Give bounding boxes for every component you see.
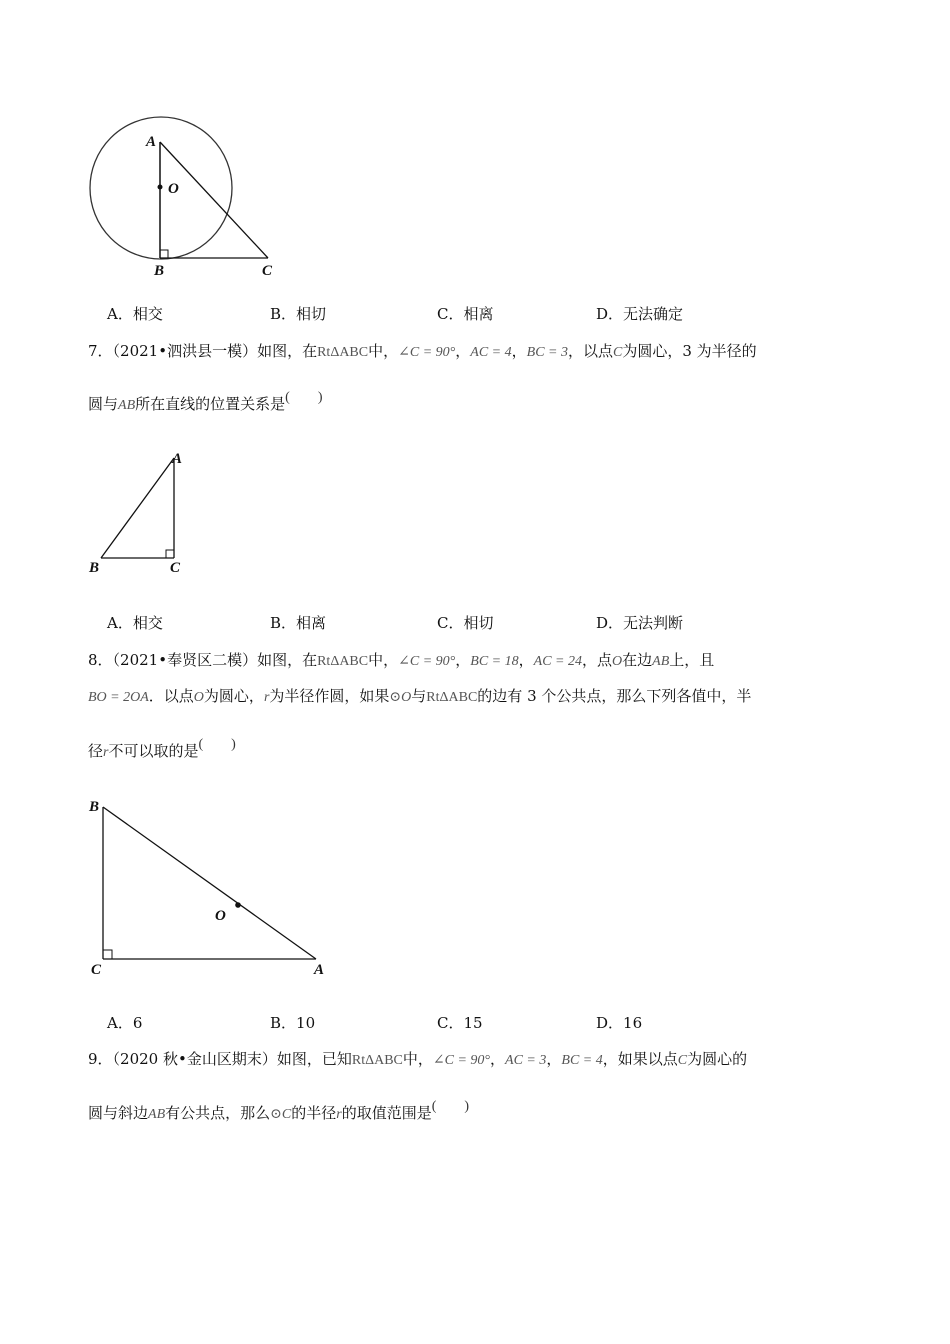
option-key: B． xyxy=(270,614,297,632)
q7-option-b[interactable] xyxy=(270,613,326,633)
label-c: C xyxy=(262,263,273,279)
math-o: O xyxy=(612,654,623,669)
center-dot xyxy=(158,185,163,190)
paren-open: ( xyxy=(198,737,204,752)
q9-line2 xyxy=(88,1099,470,1125)
label-o: O xyxy=(215,908,226,924)
text: 与 xyxy=(411,687,427,705)
text: ， xyxy=(455,342,471,360)
option-key: A． xyxy=(107,305,133,323)
answer-blank[interactable] xyxy=(198,737,235,752)
math-bo: BO = 2OA xyxy=(88,690,149,705)
q7-figure xyxy=(85,448,195,578)
text: ， xyxy=(511,342,527,360)
option-text: 6 xyxy=(132,1014,143,1032)
option-text: 15 xyxy=(463,1014,483,1032)
text: 圆与 xyxy=(88,395,119,413)
math-c: C xyxy=(613,345,623,360)
text: 中， xyxy=(368,651,399,669)
label-o: O xyxy=(168,181,179,197)
math-circle-c: ⊙C xyxy=(270,1107,292,1122)
math-angle: ∠C = 90° xyxy=(398,345,456,360)
label-c: C xyxy=(91,962,102,978)
math-o: O xyxy=(193,690,204,705)
paren-open: ( xyxy=(431,1099,437,1114)
option-key: B． xyxy=(270,305,297,323)
label-a: A xyxy=(314,962,325,978)
question-number: 9． xyxy=(88,1050,113,1068)
text: 上，且 xyxy=(669,651,715,669)
option-key: A． xyxy=(107,614,133,632)
option-text: 相切 xyxy=(463,614,494,632)
q7-line1 xyxy=(88,341,757,363)
question-number: 8． xyxy=(88,651,113,669)
option-text: 相交 xyxy=(132,305,163,323)
paren-close: ) xyxy=(464,1099,470,1114)
label-a: A xyxy=(146,134,157,150)
text: 如图，在 xyxy=(257,342,318,360)
option-text: 相交 xyxy=(132,614,163,632)
option-key: C． xyxy=(437,1014,464,1032)
q6-figure xyxy=(80,110,290,285)
option-text: 无法确定 xyxy=(623,305,684,323)
text: 的半径 xyxy=(291,1104,337,1122)
math-triangle: RtΔABC xyxy=(317,345,369,360)
right-angle-mark xyxy=(103,950,112,959)
question-source: （2020 秋•金山区期末） xyxy=(112,1050,277,1068)
math-ac: AC = 24 xyxy=(533,654,582,669)
option-text: 相切 xyxy=(296,305,327,323)
text: ，点 xyxy=(581,651,612,669)
text: ， xyxy=(518,651,534,669)
math-bc: BC = 3 xyxy=(526,345,568,360)
paren-open: ( xyxy=(285,390,290,405)
text: ．以点 xyxy=(148,687,194,705)
q8-option-d[interactable] xyxy=(596,1013,642,1033)
math-bc: BC = 4 xyxy=(561,1053,603,1068)
right-angle-mark xyxy=(166,550,174,558)
q7-option-a[interactable] xyxy=(107,613,163,633)
text: 径 xyxy=(88,742,104,760)
option-key: C． xyxy=(437,614,464,632)
text: 不可以取的是 xyxy=(108,742,199,760)
math-ab: AB xyxy=(118,398,136,413)
paren-close: ) xyxy=(317,390,323,405)
math-triangle: RtΔABC xyxy=(426,690,478,705)
option-key: A． xyxy=(107,1014,133,1032)
q7-option-c[interactable] xyxy=(437,613,494,633)
question-source: （2021•奉贤区二模） xyxy=(112,651,258,669)
q9-line1 xyxy=(88,1049,747,1071)
math-bc: BC = 18 xyxy=(470,654,519,669)
q8-option-b[interactable] xyxy=(270,1013,315,1033)
label-b: B xyxy=(89,560,100,576)
math-ab: AB xyxy=(652,654,670,669)
text: 为圆心的 xyxy=(687,1050,748,1068)
q8-figure xyxy=(85,795,335,985)
text: 为圆心，3 为半径的 xyxy=(622,342,757,360)
math-ab: AB xyxy=(148,1107,166,1122)
question-number: 7． xyxy=(88,342,113,360)
q8-line3 xyxy=(88,737,236,763)
text: 中， xyxy=(402,1050,433,1068)
text: 为半径作圆，如果 xyxy=(269,687,390,705)
text: 如图，已知 xyxy=(276,1050,352,1068)
label-c: C xyxy=(170,560,181,576)
right-angle-mark xyxy=(160,250,168,258)
math-triangle: RtΔABC xyxy=(317,654,369,669)
q8-line1 xyxy=(88,650,714,672)
math-r: r xyxy=(336,1107,342,1122)
q6-option-a[interactable] xyxy=(107,304,163,324)
math-triangle: RtΔABC xyxy=(351,1053,403,1068)
text: ， xyxy=(490,1050,506,1068)
segment-ab xyxy=(101,458,174,558)
paren-close: ) xyxy=(231,737,236,752)
text: ， xyxy=(455,651,471,669)
option-text: 无法判断 xyxy=(623,614,684,632)
q6-option-d[interactable] xyxy=(596,304,683,324)
text: 所在直线的位置关系是 xyxy=(135,395,286,413)
option-text: 相离 xyxy=(296,614,327,632)
q7-line2 xyxy=(88,390,323,416)
question-source: （2021•泗洪县一模） xyxy=(112,342,258,360)
option-key: C． xyxy=(437,305,464,323)
text: 有公共点，那么 xyxy=(165,1104,271,1122)
math-ac: AC = 4 xyxy=(470,345,512,360)
math-ac: AC = 3 xyxy=(505,1053,547,1068)
segment-ac xyxy=(160,142,268,258)
q8-line2 xyxy=(88,686,751,708)
text: 在边 xyxy=(622,651,653,669)
answer-blank[interactable] xyxy=(432,1099,469,1114)
label-b: B xyxy=(154,263,165,279)
option-key: B． xyxy=(270,1014,297,1032)
point-o xyxy=(235,902,241,908)
math-r: r xyxy=(103,745,109,760)
option-key: D． xyxy=(596,614,624,632)
q8-option-c[interactable] xyxy=(437,1013,483,1033)
text: 的边有 3 个公共点，那么下列各值中，半 xyxy=(477,687,752,705)
text: 圆与斜边 xyxy=(88,1104,149,1122)
q6-option-b[interactable] xyxy=(270,304,326,324)
math-c: C xyxy=(677,1053,688,1068)
math-angle: ∠C = 90° xyxy=(432,1053,491,1068)
q6-option-c[interactable] xyxy=(437,304,494,324)
text: ， xyxy=(546,1050,562,1068)
option-text: 16 xyxy=(623,1014,643,1032)
label-b: B xyxy=(89,799,100,815)
option-text: 相离 xyxy=(463,305,494,323)
math-r: r xyxy=(263,690,270,705)
answer-blank[interactable] xyxy=(285,390,322,405)
option-text: 10 xyxy=(296,1014,316,1032)
text: ，如果以点 xyxy=(602,1050,678,1068)
text: ，以点 xyxy=(567,342,613,360)
text: 中， xyxy=(368,342,399,360)
math-circle-o: ⊙O xyxy=(389,690,412,705)
segment-ab xyxy=(103,807,316,959)
option-key: D． xyxy=(596,1014,624,1032)
text: 如图，在 xyxy=(257,651,318,669)
math-angle: ∠C = 90° xyxy=(398,654,456,669)
text: 的取值范围是 xyxy=(341,1104,432,1122)
option-key: D． xyxy=(596,305,624,323)
q8-option-a[interactable] xyxy=(107,1013,142,1033)
label-a: A xyxy=(172,451,183,467)
text: 为圆心， xyxy=(203,687,264,705)
q7-option-d[interactable] xyxy=(596,613,683,633)
